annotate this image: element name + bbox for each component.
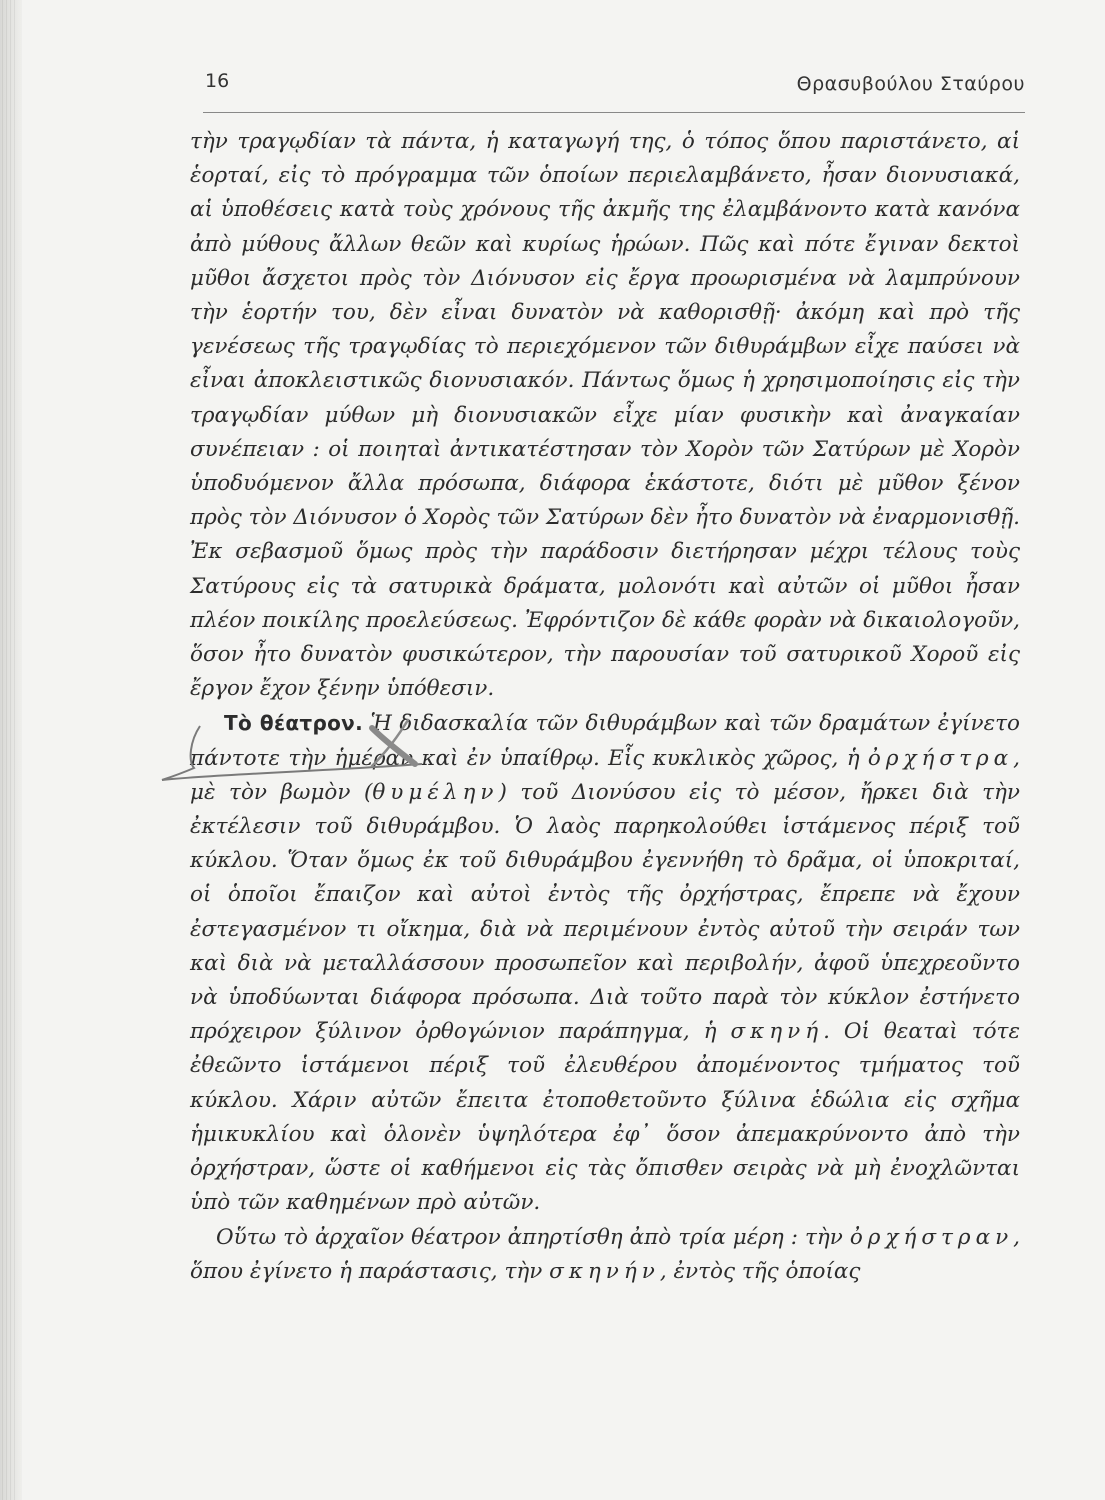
paragraph-2-text-c: ) τοῦ Διονύσου εἰς τὸ μέσον, ἤρκει διὰ τὴν ἐκτέλεσιν τοῦ διθυράμβου. Ὁ λαὸς παρηκολούθει ἱστάμενος πέριξ τοῦ κύκλου. Ὅταν ὅμως ἐκ τοῦ διθυράμβου ἐγεννήθη τὸ δρᾶμα, οἱ ὑποκριταί, οἱ ὁποῖοι ἔπαιζον καὶ αὐτοὶ ἐντὸς τῆς ὀρχήστρας, ἔπρεπε νὰ ἔχουν ἐστεγασμένον τι οἴκημα, διὰ νὰ περιμένουν ἐντὸς αὐτοῦ τὴν σειράν των καὶ διὰ νὰ μεταλλάσσουν προσωπεῖον καὶ περιβολήν, ἀφοῦ ὑπεχρεοῦντο νὰ ὑποδύωνται διάφορα πρόσωπα. Διὰ τοῦτο παρὰ τὸν κύκλον ἐστήνετο πρόχειρον ξύλινον ὀρθογώνιον παράπηγμα, ἡ [190, 779, 1020, 1045]
term-orchestra: ὀρχήστρα [867, 745, 1014, 771]
paragraph-2-text-b: , μὲ τὸν βωμὸν ( [190, 745, 1020, 805]
running-head: Θρασυβούλου Σταύρου [796, 73, 1025, 95]
section-heading-theatre: Τὸ θέατρον. [224, 711, 363, 736]
page-stack-edge [0, 0, 22, 1500]
paragraph-3-text-c: , ἐντὸς τῆς ὁποίας [659, 1258, 861, 1284]
paragraph-3-text-a: Οὕτω τὸ ἀρχαῖον θέατρον ἀπηρτίσθη ἀπὸ τρία μέρη : τὴν [216, 1224, 850, 1250]
term-skenen: σκηνήν [549, 1258, 660, 1284]
pencil-annotation [160, 706, 450, 816]
term-skene: σκηνή [730, 1019, 824, 1045]
paragraph-3-text-b: , ὅπου ἐγίνετο ἡ παράστασις, τὴν [190, 1224, 1020, 1284]
paragraph-2-text-a: Ἡ διδασκαλία τῶν διθυράμβων καὶ τῶν δραμάτων ἐγίνετο πάντοτε τὴν ἡμέραν καὶ ἐν ὑπαίθρῳ. Εἷς κυκλικὸς χῶρος, ἡ [190, 711, 1021, 771]
page-edge-lines [2, 0, 18, 1500]
term-orchestran: ὀρχήστραν [849, 1224, 1014, 1250]
paragraph-3 [190, 1221, 1020, 1289]
pencil-underline-mark [162, 764, 422, 780]
header-rule [203, 112, 1025, 113]
page-header [205, 70, 1025, 100]
term-thymele: θυμέλην [372, 779, 499, 805]
paragraph-1: τὴν τραγῳδίαν τὰ πάντα, ἡ καταγωγή της, ὁ τόπος ὅπου παριστάνετο, αἱ ἑορταί, εἰς τὸ πρόγραμμα τῶν ὁποίων περιελαμβάνετο, ἦσαν διονυσιακά, αἱ ὑποθέσεις κατὰ τοὺς χρόνους τῆς ἀκμῆς της ἐλαμβάνοντο κατὰ κανόνα ἀπὸ μύθους ἄλλων θεῶν καὶ κυρίως ἡρώων. Πῶς καὶ πότε ἔγιναν δεκτοὶ μῦθοι ἄσχετοι πρὸς τὸν Διόνυσον εἰς ἔργα προωρισμένα νὰ λαμπρύνουν τὴν ἑορτήν του, δὲν εἶναι δυνατὸν νὰ καθορισθῇ· ἀκόμη καὶ πρὸ τῆς γενέσεως τῆς τραγῳδίας τὸ περιεχόμενον τῶν διθυράμβων εἶχε παύσει νὰ εἶναι ἀποκλειστικῶς διονυσιακόν. Πάντως ὅμως ἡ χρησιμοποίησις εἰς τὴν τραγῳδίαν μύθων μὴ διονυσιακῶν εἶχε μίαν φυσικὴν καὶ ἀναγκαίαν συνέπειαν : οἱ ποιηταὶ ἀντικατέστησαν τὸν Χορὸν τῶν Σατύρων μὲ Χορὸν ὑποδυόμενον ἄλλα πρόσωπα, διάφορα ἑκάστοτε, διότι μὲ μῦθον ξένον πρὸς τὸν Διόνυσον ὁ Χορὸς τῶν Σατύρων δὲν ἦτο δυνατὸν νὰ ἐναρμονισθῇ. Ἐκ σεβασμοῦ ὅμως πρὸς τὴν παράδοσιν διετήρησαν μέχρι τέλους τοὺς Σατύρους εἰς τὰ σατυρικὰ δράματα, μολονότι καὶ αὐτῶν οἱ μῦθοι ἦσαν πλέον ποικίλης προελεύσεως. Ἐφρόντιζον δὲ κάθε φορὰν νὰ δικαιολογοῦν, ὅσον ἦτο δυνατὸν φυσικώτερον, τὴν παρουσίαν τοῦ σατυρικοῦ Χοροῦ εἰς ἔργον ἔχον ξένην ὑπόθεσιν. [190, 129, 1020, 702]
pencil-bracket-mark [162, 726, 200, 780]
paragraph-2-text-d: . Οἱ θεαταὶ τότε ἐθεῶντο ἱστάμενοι πέριξ τοῦ ἐλευθέρου ἀπομένοντος τμήματος τοῦ κύκλου. Χάριν αὐτῶν ἔπειτα ἐτοποθετοῦντο ξύλινα ἑδώλια εἰς σχῆμα ἡμικυκλίου καὶ ὁλονὲν ὑψηλότερα ἐφ᾽ ὅσον ἀπεμακρύνοντο ἀπὸ τὴν ὀρχήστραν, ὥστε οἱ καθήμενοι εἰς τὰς ὄπισθεν σειρὰς νὰ μὴ ἐνοχλῶνται ὑπὸ τῶν καθημένων πρὸ αὐτῶν. [190, 1019, 1020, 1216]
page-number: 16 [205, 70, 230, 92]
